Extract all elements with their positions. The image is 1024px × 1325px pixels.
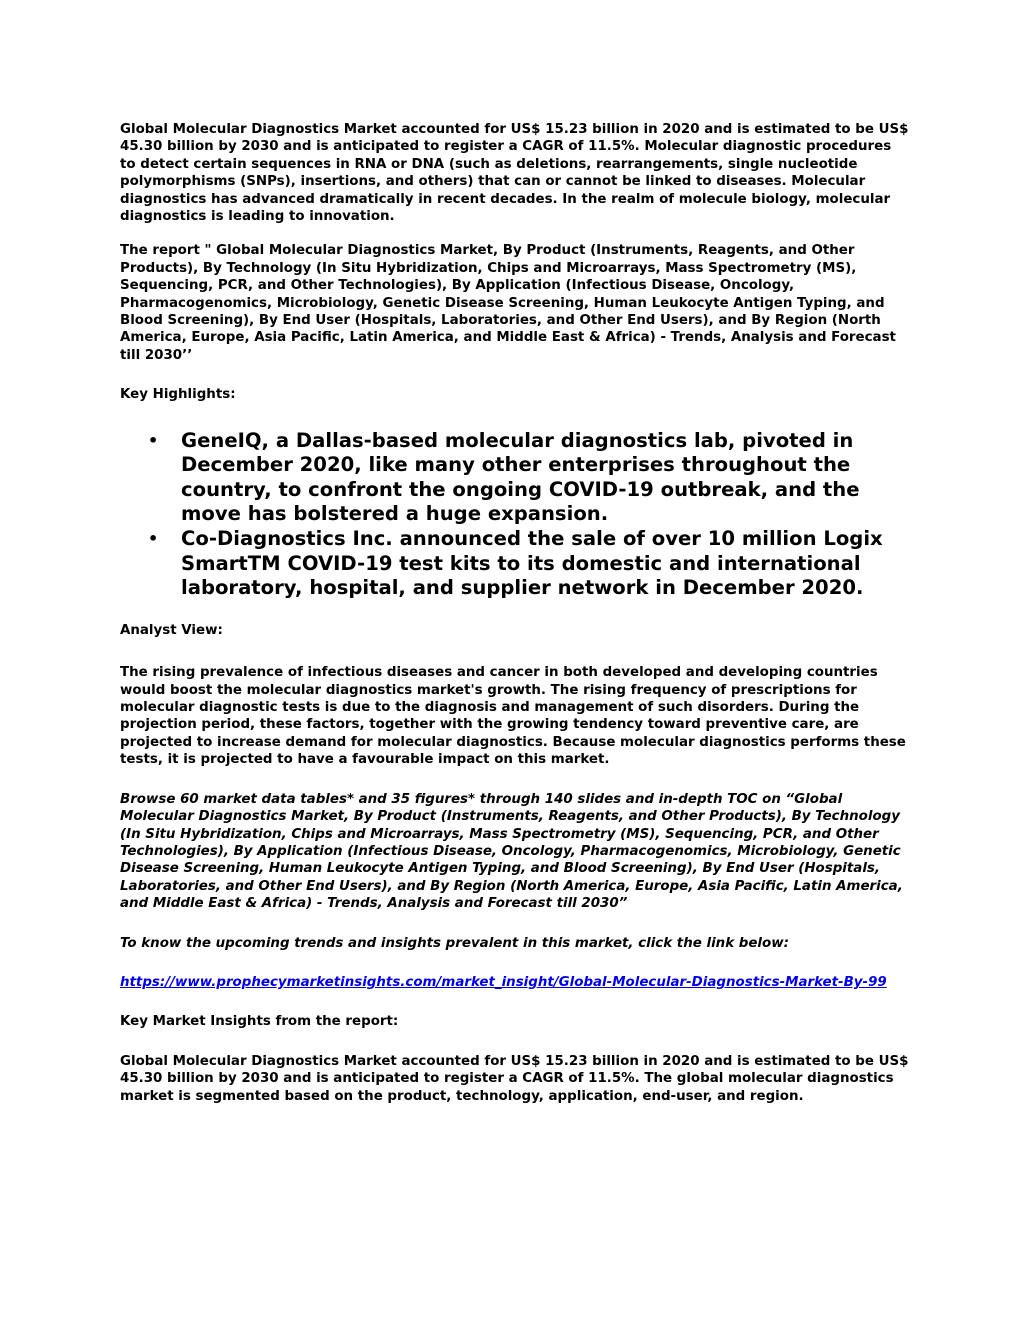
document-page [120, 121, 910, 1105]
bullet-icon: • [148, 430, 159, 450]
browse-paragraph: Browse 60 market data tables* and 35 figures* through 140 slides and in-depth TOC on “Global Molecular Diagnostics Market, By Product (Instruments, Reagents, and Other Products), By Technology (In Situ Hybridization, Chips and Microarrays, Mass Spectrometry (MS), Sequencing, PCR, and Other Technologies), By Application (Infectious Disease, Oncology, Pharmacogenomics, Microbiology, Genetic Disease Screening, Human Leukocyte Antigen Typing, and Blood Screening), By End User (Hospitals, Laboratories, and Other End Users), and By Region (North America, Europe, Asia Pacific, Latin America, and Middle East & Africa) - Trends, Analysis and Forecast till 2030” [120, 791, 903, 912]
report-link[interactable]: https://www.prophecymarketinsights.com/market_insight/Global-Molecular-Diagnostics-Market-By-99 [120, 974, 887, 990]
link-paragraph [120, 974, 910, 991]
bullet-icon: • [148, 529, 159, 549]
intro-paragraph: Global Molecular Diagnostics Market accounted for US$ 15.23 billion in 2020 and is estimated to be US$ 45.30 billion by 2030 and is anticipated to register a CAGR of 11.5%. Molecular diagnostic procedures to detect certain sequences in RNA or DNA (such as deletions, rearrangements, single nucleotide polymorphisms (SNPs), insertions, and others) that can or cannot be linked to diseases. Molecular diagnostics has advanced dramatically in recent decades. In the realm of molecule biology, molecular diagnostics is leading to innovation. [120, 122, 909, 225]
key-highlights-list [120, 429, 910, 601]
analyst-view-paragraph: The rising prevalence of infectious diseases and cancer in both developed and developing countries would boost the molecular diagnostics market's growth. The rising frequency of prescriptions for molecular diagnostic tests is due to the diagnosis and management of such disorders. During the projection period, these factors, together with the growing tendency toward preventive care, are projected to increase demand for molecular diagnostics. Because molecular diagnostics performs these tests, it is projected to have a favourable impact on this market. [120, 665, 906, 768]
key-insights-paragraph: Global Molecular Diagnostics Market accounted for US$ 15.23 billion in 2020 and is estimated to be US$ 45.30 billion by 2030 and is anticipated to register a CAGR of 11.5%. The global molecular diagnostics market is segmented based on the product, technology, application, end-user, and region. [120, 1053, 909, 1104]
key-insights-heading: Key Market Insights from the report: [120, 1014, 399, 1030]
highlight-item [148, 428, 910, 527]
highlight-text: GeneIQ, a Dallas-based molecular diagnostics lab, pivoted in December 2020, like many other enterprises throughout the country, to confront the ongoing COVID-19 outbreak, and the move has bolstered a huge expansion. [181, 428, 860, 526]
highlight-text: Co-Diagnostics Inc. announced the sale of over 10 million Logix SmartTM COVID-19 test kits to its domestic and international laboratory, hospital, and supplier network in December 2020. [181, 527, 883, 600]
report-title-paragraph: The report " Global Molecular Diagnostics Market, By Product (Instruments, Reagents, and Other Products), By Technology (In Situ Hybridization, Chips and Microarrays, Mass Spectrometry (MS), Sequencing, PCR, and Other Technologies), By Application (Infectious Disease, Oncology, Pharmacogenomics, Microbiology, Genetic Disease Screening, Human Leukocyte Antigen Typing, and Blood Screening), By End User (Hospitals, Laboratories, and Other End Users), and By Region (North America, Europe, Asia Pacific, Latin America, and Middle East & Africa) - Trends, Analysis and Forecast till 2030’’ [120, 243, 896, 363]
upcoming-trends-paragraph: To know the upcoming trends and insights prevalent in this market, click the link below: [120, 935, 789, 951]
key-highlights-heading: Key Highlights: [120, 387, 236, 403]
analyst-view-heading: Analyst View: [120, 622, 223, 638]
highlight-item [148, 527, 910, 601]
